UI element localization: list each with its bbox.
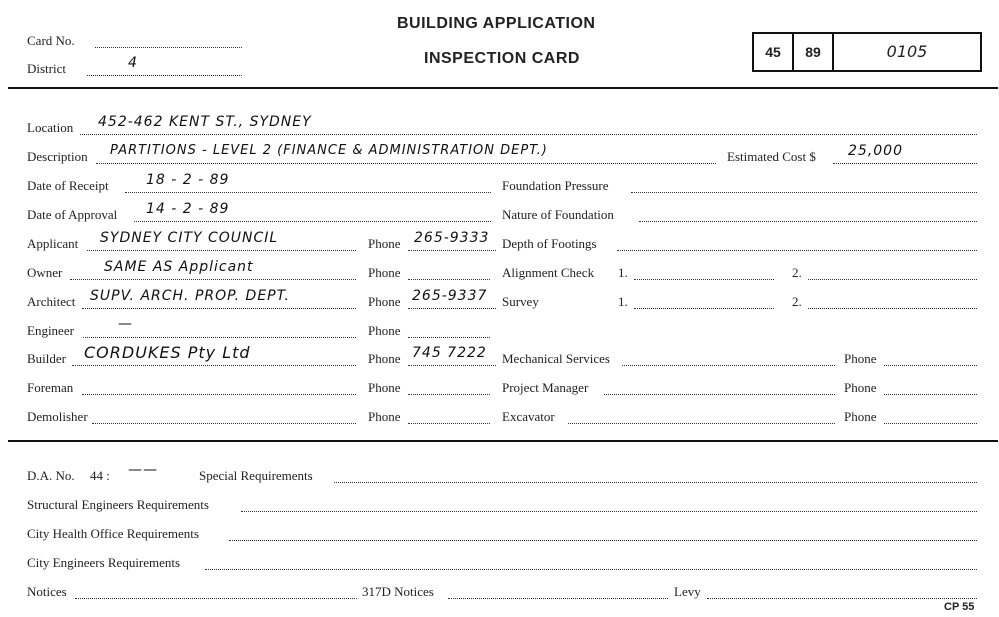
health-requirements-field[interactable]: [229, 540, 977, 541]
applicant-field[interactable]: [87, 250, 356, 251]
form-title-line1: BUILDING APPLICATION: [397, 15, 596, 32]
date-receipt-label: Date of Receipt: [27, 178, 109, 193]
nature-foundation-label: Nature of Foundation: [502, 207, 614, 222]
structural-requirements-field[interactable]: [241, 511, 977, 512]
builder-value: CORDUKES Pty Ltd: [84, 343, 251, 362]
project-manager-label: Project Manager: [502, 380, 589, 395]
notices-label: Notices: [27, 584, 67, 599]
description-field[interactable]: [96, 163, 716, 164]
engineer-field[interactable]: [83, 337, 356, 338]
form-title-line2: INSPECTION CARD: [424, 50, 580, 67]
project-manager-phone-label: Phone: [844, 380, 877, 395]
notices-field[interactable]: [75, 598, 357, 599]
project-manager-field[interactable]: [604, 394, 835, 395]
engineer-phone-field[interactable]: [408, 337, 490, 338]
mechanical-phone-field[interactable]: [884, 365, 977, 366]
architect-field[interactable]: [82, 308, 356, 309]
da-no-value: 44 :: [90, 468, 110, 483]
card-no-field[interactable]: [95, 47, 242, 48]
excavator-phone-label: Phone: [844, 409, 877, 424]
box-cell-2: 89: [805, 44, 821, 60]
mechanical-services-field[interactable]: [622, 365, 835, 366]
foreman-field[interactable]: [82, 394, 356, 395]
box-cell-1: 45: [765, 44, 781, 60]
box-cell-3: 0105: [886, 42, 928, 61]
district-label: District: [27, 61, 66, 76]
engineer-label: Engineer: [27, 323, 74, 338]
demolisher-label: Demolisher: [27, 409, 88, 424]
notices-317d-field[interactable]: [448, 598, 668, 599]
card-number-box: [752, 32, 982, 72]
estimated-cost-field[interactable]: [833, 163, 977, 164]
alignment-check-label: Alignment Check: [502, 265, 595, 280]
owner-phone-field[interactable]: [408, 279, 490, 280]
alignment-check-num2: 2.: [792, 265, 802, 280]
da-no-hand-dash: ——: [128, 462, 158, 478]
district-field[interactable]: [87, 75, 242, 76]
middle-rule: [8, 440, 998, 442]
estimated-cost-label: Estimated Cost $: [727, 149, 816, 164]
applicant-phone-field[interactable]: [408, 250, 496, 251]
applicant-phone-label: Phone: [368, 236, 401, 251]
architect-phone-value: 265-9337: [412, 288, 488, 304]
date-receipt-value: 18 - 2 - 89: [146, 172, 230, 188]
mechanical-services-label: Mechanical Services: [502, 351, 610, 366]
location-label: Location: [27, 120, 74, 135]
project-manager-phone-field[interactable]: [884, 394, 977, 395]
owner-phone-label: Phone: [368, 265, 401, 280]
alignment-check-num1: 1.: [618, 265, 628, 280]
top-rule: [8, 87, 998, 89]
date-receipt-field[interactable]: [125, 192, 491, 193]
engineer-value: —: [118, 316, 133, 332]
special-requirements-field[interactable]: [334, 482, 977, 483]
owner-label: Owner: [27, 265, 63, 280]
engineer-phone-label: Phone: [368, 323, 401, 338]
district-value: 4: [128, 55, 138, 71]
builder-phone-field[interactable]: [408, 365, 496, 366]
nature-foundation-field[interactable]: [639, 221, 977, 222]
builder-label: Builder: [27, 351, 66, 366]
card-no-label: Card No.: [27, 33, 75, 48]
survey-field-1[interactable]: [634, 308, 774, 309]
levy-field[interactable]: [707, 598, 977, 599]
health-requirements-label: City Health Office Requirements: [27, 526, 199, 541]
notices-317d-label: 317D Notices: [362, 584, 434, 599]
foundation-pressure-field[interactable]: [631, 192, 977, 193]
builder-phone-value: 745 7222: [412, 345, 487, 361]
depth-footings-label: Depth of Footings: [502, 236, 597, 251]
survey-num1: 1.: [618, 294, 628, 309]
architect-value: SUPV. ARCH. PROP. DEPT.: [90, 288, 290, 304]
levy-label: Levy: [674, 584, 701, 599]
demolisher-field[interactable]: [92, 423, 356, 424]
survey-field-2[interactable]: [808, 308, 977, 309]
demolisher-phone-label: Phone: [368, 409, 401, 424]
date-approval-field[interactable]: [134, 221, 491, 222]
builder-phone-label: Phone: [368, 351, 401, 366]
description-label: Description: [27, 149, 88, 164]
architect-phone-label: Phone: [368, 294, 401, 309]
engineers-requirements-field[interactable]: [205, 569, 977, 570]
alignment-check-field-2[interactable]: [808, 279, 977, 280]
builder-field[interactable]: [72, 365, 356, 366]
foreman-label: Foreman: [27, 380, 74, 395]
special-requirements-label: Special Requirements: [199, 468, 313, 483]
date-approval-value: 14 - 2 - 89: [146, 201, 230, 217]
engineers-requirements-label: City Engineers Requirements: [27, 555, 181, 570]
applicant-label: Applicant: [27, 236, 79, 251]
location-value: 452-462 KENT ST., SYDNEY: [98, 114, 312, 130]
applicant-value: SYDNEY CITY COUNCIL: [100, 230, 279, 246]
applicant-phone-value: 265-9333: [414, 230, 490, 246]
owner-value: SAME AS Applicant: [104, 259, 254, 275]
mechanical-phone-label: Phone: [844, 351, 877, 366]
survey-num2: 2.: [792, 294, 802, 309]
depth-footings-field[interactable]: [617, 250, 977, 251]
demolisher-phone-field[interactable]: [408, 423, 490, 424]
estimated-cost-value: 25,000: [848, 143, 903, 159]
structural-requirements-label: Structural Engineers Requirements: [27, 497, 209, 512]
foreman-phone-field[interactable]: [408, 394, 490, 395]
date-approval-label: Date of Approval: [27, 207, 118, 222]
excavator-label: Excavator: [502, 409, 555, 424]
survey-label: Survey: [502, 294, 539, 309]
alignment-check-field-1[interactable]: [634, 279, 774, 280]
excavator-field[interactable]: [568, 423, 835, 424]
form-code: CP 55: [944, 601, 975, 613]
architect-label: Architect: [27, 294, 76, 309]
owner-field[interactable]: [70, 279, 356, 280]
architect-phone-field[interactable]: [408, 308, 496, 309]
da-no-label: D.A. No.: [27, 468, 75, 483]
foundation-pressure-label: Foundation Pressure: [502, 178, 609, 193]
excavator-phone-field[interactable]: [884, 423, 977, 424]
foreman-phone-label: Phone: [368, 380, 401, 395]
location-field[interactable]: [80, 134, 977, 135]
description-value: PARTITIONS - LEVEL 2 (FINANCE & ADMINISTRATION DEPT.): [110, 143, 548, 158]
